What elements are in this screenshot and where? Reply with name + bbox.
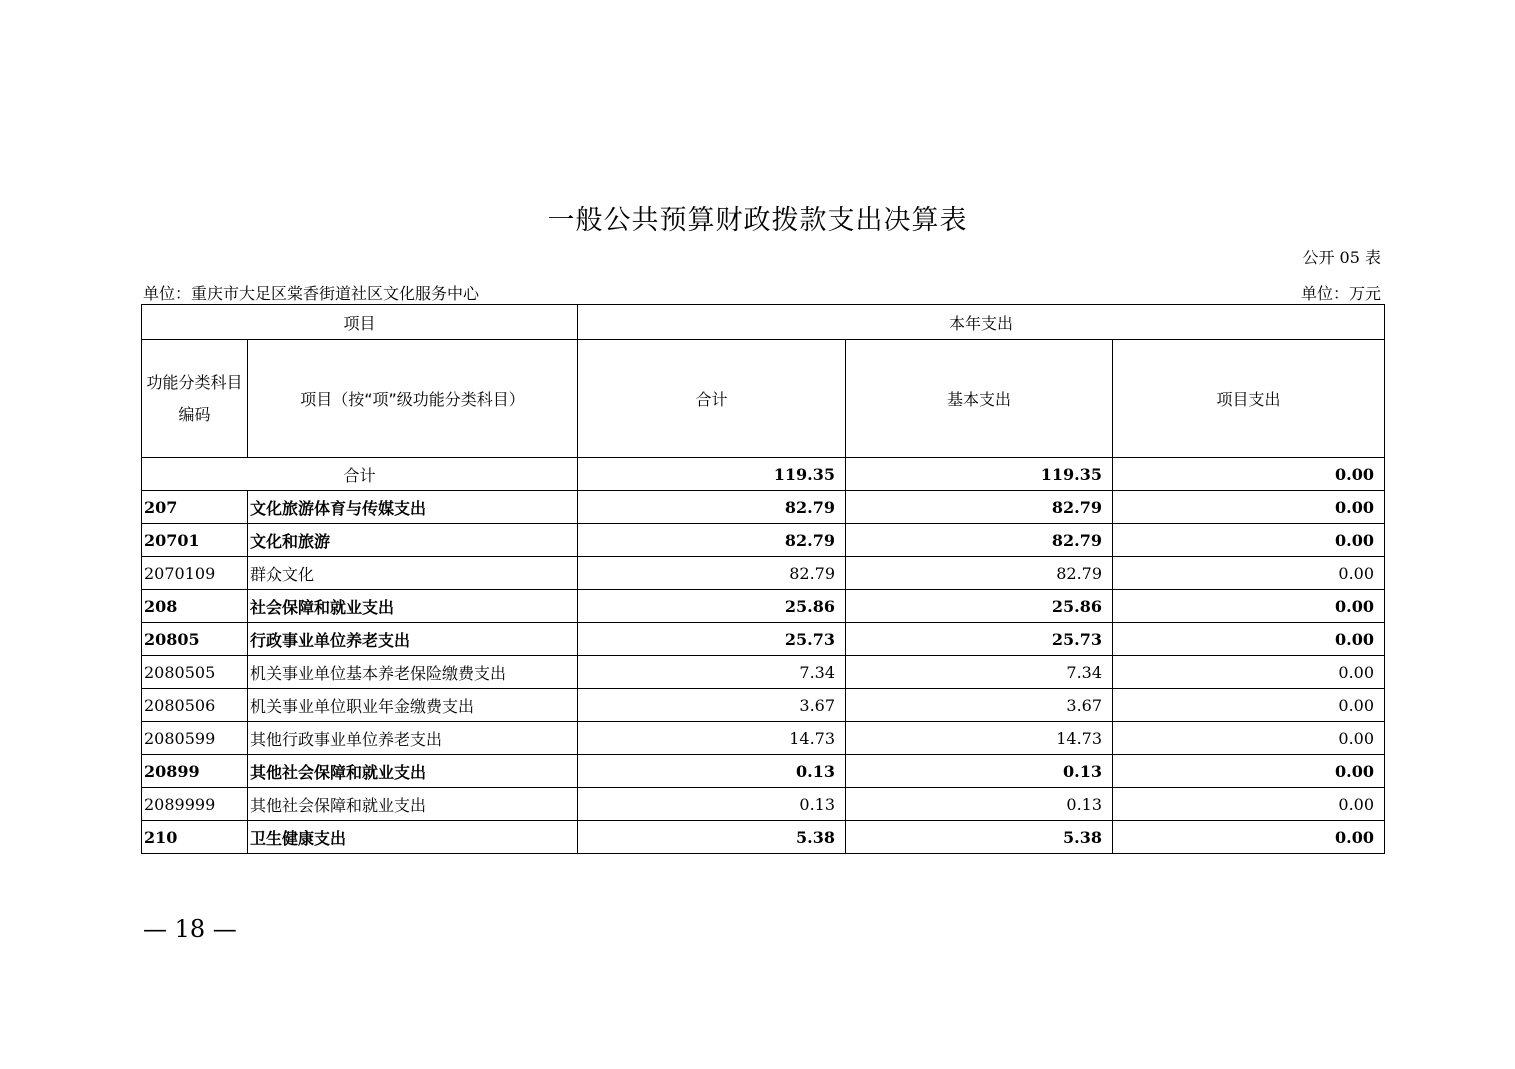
row-name: 卫生健康支出 (248, 821, 578, 854)
row-code: 2080506 (142, 689, 248, 722)
row-code: 2070109 (142, 557, 248, 590)
table-row (142, 722, 1385, 755)
row-code: 2080599 (142, 722, 248, 755)
row-project: 0.00 (1113, 722, 1385, 755)
table-row (142, 755, 1385, 788)
header-total: 合计 (578, 340, 846, 458)
row-basic: 3.67 (846, 689, 1113, 722)
row-code: 210 (142, 821, 248, 854)
header-row-bottom (142, 340, 1385, 458)
row-code: 20899 (142, 755, 248, 788)
row-project: 0.00 (1113, 491, 1385, 524)
row-code: 207 (142, 491, 248, 524)
row-total: 82.79 (578, 557, 846, 590)
page-title: 一般公共预算财政拨款支出决算表 (547, 205, 968, 236)
row-total: 0.13 (578, 755, 846, 788)
header-current-year: 本年支出 (578, 305, 1385, 340)
row-project: 0.00 (1113, 689, 1385, 722)
row-name: 社会保障和就业支出 (248, 590, 578, 623)
header-project: 项目 (142, 305, 578, 340)
total-label: 合计 (142, 458, 578, 491)
row-total: 0.13 (578, 788, 846, 821)
table-row (142, 557, 1385, 590)
header-row-top (142, 305, 1385, 340)
row-project: 0.00 (1113, 524, 1385, 557)
row-total: 82.79 (578, 491, 846, 524)
row-code: 20701 (142, 524, 248, 557)
row-total: 7.34 (578, 656, 846, 689)
total-basic: 119.35 (846, 458, 1113, 491)
table-row (142, 689, 1385, 722)
row-basic: 25.73 (846, 623, 1113, 656)
row-basic: 82.79 (846, 491, 1113, 524)
table-row (142, 821, 1385, 854)
currency-unit: 单位：万元 (1300, 284, 1381, 303)
row-total: 3.67 (578, 689, 846, 722)
row-code: 208 (142, 590, 248, 623)
row-basic: 5.38 (846, 821, 1113, 854)
form-code: 公开 05 表 (1302, 248, 1381, 267)
header-code: 功能分类科目编码 (142, 340, 248, 458)
header-project-expense: 项目支出 (1113, 340, 1385, 458)
header-name: 项目（按“项”级功能分类科目） (248, 340, 578, 458)
row-basic: 14.73 (846, 722, 1113, 755)
row-project: 0.00 (1113, 821, 1385, 854)
row-basic: 25.86 (846, 590, 1113, 623)
row-project: 0.00 (1113, 557, 1385, 590)
row-total: 25.73 (578, 623, 846, 656)
reporting-unit: 单位：重庆市大足区棠香街道社区文化服务中心 (143, 284, 480, 303)
row-name: 文化旅游体育与传媒支出 (248, 491, 578, 524)
row-basic: 7.34 (846, 656, 1113, 689)
row-name: 机关事业单位基本养老保险缴费支出 (248, 656, 578, 689)
row-total: 14.73 (578, 722, 846, 755)
table-body (142, 491, 1385, 854)
row-project: 0.00 (1113, 623, 1385, 656)
row-project: 0.00 (1113, 656, 1385, 689)
table-row (142, 491, 1385, 524)
row-name: 群众文化 (248, 557, 578, 590)
row-project: 0.00 (1113, 788, 1385, 821)
row-name: 其他社会保障和就业支出 (248, 755, 578, 788)
total-row (142, 458, 1385, 491)
row-name: 其他行政事业单位养老支出 (248, 722, 578, 755)
row-total: 82.79 (578, 524, 846, 557)
row-code: 20805 (142, 623, 248, 656)
expenditure-table (141, 304, 1385, 854)
table-row (142, 590, 1385, 623)
row-basic: 0.13 (846, 788, 1113, 821)
total-total: 119.35 (578, 458, 846, 491)
row-name: 文化和旅游 (248, 524, 578, 557)
table-row (142, 656, 1385, 689)
table-row (142, 788, 1385, 821)
row-code: 2080505 (142, 656, 248, 689)
row-name: 行政事业单位养老支出 (248, 623, 578, 656)
row-basic: 82.79 (846, 524, 1113, 557)
row-total: 25.86 (578, 590, 846, 623)
row-name: 其他社会保障和就业支出 (248, 788, 578, 821)
table-row (142, 623, 1385, 656)
table-row (142, 524, 1385, 557)
row-code: 2089999 (142, 788, 248, 821)
row-total: 5.38 (578, 821, 846, 854)
page-number: — 18 — (143, 915, 237, 943)
row-project: 0.00 (1113, 590, 1385, 623)
header-basic: 基本支出 (846, 340, 1113, 458)
row-basic: 82.79 (846, 557, 1113, 590)
total-project: 0.00 (1113, 458, 1385, 491)
row-name: 机关事业单位职业年金缴费支出 (248, 689, 578, 722)
row-project: 0.00 (1113, 755, 1385, 788)
row-basic: 0.13 (846, 755, 1113, 788)
